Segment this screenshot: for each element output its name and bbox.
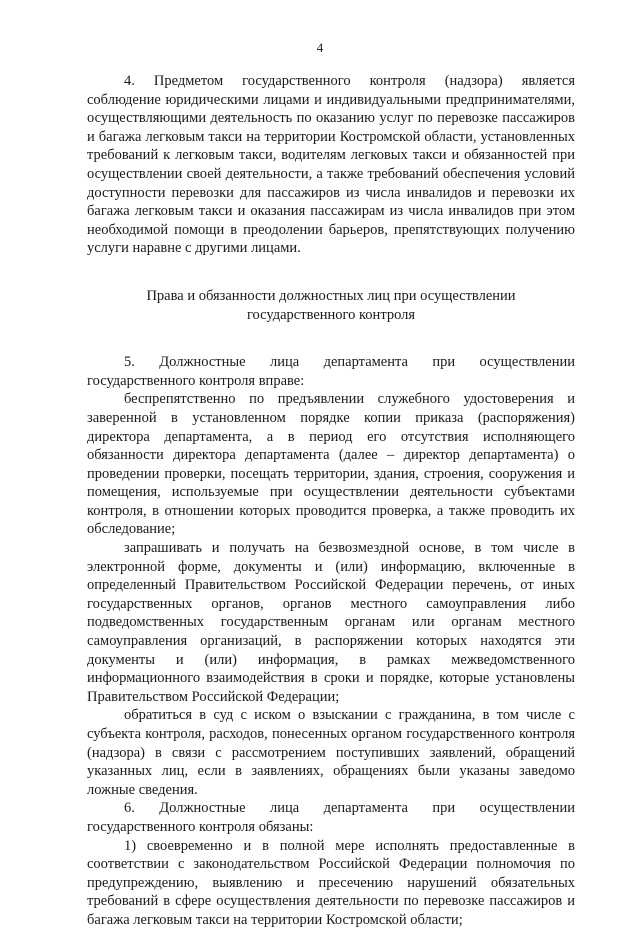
paragraph-5-right-access: беспрепятственно по предъявлении служебного удостоверения и заверенной в установленном порядке копии приказа (распоряжения) директора департамента, а в период его отсутствия исполняющего обязанности директора департамента (далее – директор департамента) о проведении проверки, посещать территории, здания, строения, сооружения и помещения, используемые при осуществлении деятельности субъектами контроля, в отношении которых проводится проверка, а также проводить их обследование; (87, 391, 575, 538)
paragraph-5: 5. Должностные лица департамента при осуществлении государственного контроля вправе: (87, 354, 575, 389)
section-heading-line-2: государственного контроля (246, 306, 416, 323)
section-heading (87, 287, 575, 324)
paragraph-6-item-1: 1) своевременно и в полной мере исполнять предоставленные в соответствии с законодательством Российской Федерации полномочия по предупреждению, выявлению и пресечению нарушений обязательных требований в сфере осуществления деятельности по перевозке пассажиров и багажа легковым такси на территории Костромской области; (87, 837, 575, 928)
page-number: 4 (316, 40, 324, 55)
paragraph-5-right-request: запрашивать и получать на безвозмездной основе, в том числе в электронной форме, документы и (или) информацию, включенные в определенный Правительством Российской Федерации перечень, от иных государственных органов, органов местного самоуправления либо подведомственных государственным органам или органам местного самоуправления организаций, в распоряжении которых находятся эти документы и (или) информация, в рамках межведомственного информационного взаимодействия в сроки и порядке, которые установлены Правительством Российской Федерации; (87, 540, 575, 705)
paragraph-4: 4. Предметом государственного контроля (надзора) является соблюдение юридическими лицами и индивидуальными предпринимателями, осуществляющими деятельность по оказанию услуг по перевозке пассажиров и багажа легковым такси на территории Костромской области, установленных требований к легковым такси, водителям легковых такси и обязанностей при осуществлении своей деятельности, а также требований обеспечения условий доступности перевозки для пассажиров из числа инвалидов и перевозки их багажа легковым такси и оказания пассажирам из числа инвалидов при этом необходимой помощи в преодолении барьеров, препятствующих получению услуги наравне с другими лицами. (87, 73, 575, 257)
document-body (87, 72, 575, 930)
section-heading-line-1: Права и обязанности должностных лиц при осуществлении (146, 287, 516, 304)
paragraph-5-right-court: обратиться в суд с иском о взыскании с гражданина, в том числе с субъекта контроля, расходов, понесенных органом государственного контроля (надзора) в связи с рассмотрением поступивших заявлений, обращений указанных лиц, если в заявлениях, обращениях были указаны заведомо ложные сведения. (87, 707, 575, 798)
paragraph-6: 6. Должностные лица департамента при осуществлении государственного контроля обязаны: (87, 800, 575, 835)
